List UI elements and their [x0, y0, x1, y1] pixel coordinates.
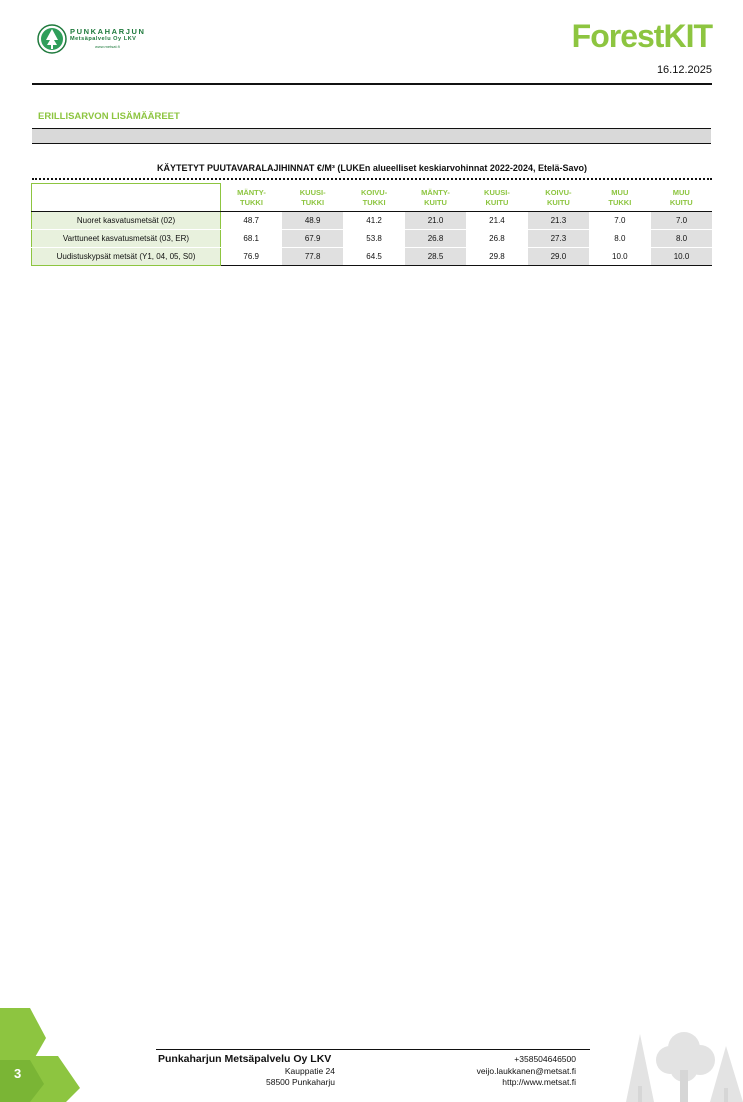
price-cell: 26.8	[405, 229, 466, 247]
price-cell: 7.0	[651, 211, 712, 229]
price-cell: 68.1	[221, 229, 282, 247]
column-header: KOIVU- KUITU	[528, 184, 589, 212]
price-cell: 10.0	[651, 247, 712, 265]
footer-postal: 58500 Punkaharju	[265, 1077, 335, 1087]
table-row	[32, 211, 713, 229]
table-row	[32, 229, 713, 247]
price-cell: 21.3	[528, 211, 589, 229]
table-row	[32, 247, 713, 265]
trees-illustration-icon	[622, 1026, 743, 1102]
price-cell: 53.8	[343, 229, 404, 247]
price-cell: 21.4	[466, 211, 527, 229]
column-header: MÄNTY- KUITU	[405, 184, 466, 212]
price-cell: 27.3	[528, 229, 589, 247]
price-cell: 10.0	[589, 247, 650, 265]
section-title: ERILLISARVON LISÄMÄÄREET	[38, 111, 180, 122]
footer-email[interactable]: veijo.laukkanen@metsat.fi	[476, 1066, 576, 1076]
row-label: Nuoret kasvatusmetsät (02)	[32, 211, 221, 229]
footer-company: Punkaharjun Metsäpalvelu Oy LKV	[158, 1053, 332, 1065]
price-cell: 48.7	[221, 211, 282, 229]
column-header: MÄNTY- TUKKI	[221, 184, 282, 212]
footer-phone: +358504646500	[514, 1054, 576, 1064]
table-header-row	[32, 184, 713, 212]
footer-divider	[156, 1049, 590, 1050]
logo-subtitle: Metsäpalvelu Oy LKV	[70, 36, 137, 42]
company-logo	[37, 24, 167, 56]
column-header: KUUSI- KUITU	[466, 184, 527, 212]
column-header: KOIVU- TUKKI	[343, 184, 404, 212]
price-cell: 29.0	[528, 247, 589, 265]
column-header: MUU KUITU	[651, 184, 712, 212]
footer-website[interactable]: http://www.metsat.fi	[502, 1077, 576, 1087]
price-cell: 7.0	[589, 211, 650, 229]
price-cell: 48.9	[282, 211, 343, 229]
price-cell: 41.2	[343, 211, 404, 229]
price-cell: 77.8	[282, 247, 343, 265]
section-bar	[32, 128, 711, 144]
row-label: Varttuneet kasvatusmetsät (03, ER)	[32, 229, 221, 247]
price-table	[31, 183, 712, 266]
price-cell: 8.0	[651, 229, 712, 247]
header-corner	[32, 184, 221, 212]
column-header: MUU TUKKI	[589, 184, 650, 212]
brand-logo: ForestKIT	[571, 18, 712, 54]
logo-url: www.metsat.fi	[95, 44, 120, 49]
report-date: 16.12.2025	[656, 64, 712, 76]
price-cell: 21.0	[405, 211, 466, 229]
table-title: KÄYTETYT PUUTAVARALAJIHINNAT €/M³ (LUKEn alueelliset keskiarvohinnat 2022-2024, Etelä-Savo)	[157, 163, 587, 173]
price-cell: 76.9	[221, 247, 282, 265]
footer-street: Kauppatie 24	[284, 1066, 335, 1076]
logo-name: PUNKAHARJUN	[70, 27, 146, 36]
price-cell: 64.5	[343, 247, 404, 265]
header-divider	[32, 83, 712, 85]
dotted-divider	[32, 178, 712, 180]
price-cell: 8.0	[589, 229, 650, 247]
price-cell: 26.8	[466, 229, 527, 247]
price-cell: 67.9	[282, 229, 343, 247]
row-label: Uudistuskypsät metsät (Y1, 04, 05, S0)	[32, 247, 221, 265]
column-header: KUUSI- TUKKI	[282, 184, 343, 212]
tree-globe-icon	[37, 24, 67, 54]
price-cell: 28.5	[405, 247, 466, 265]
price-cell: 29.8	[466, 247, 527, 265]
page-number: 3	[14, 1066, 22, 1081]
hexagon-decoration-icon	[0, 1008, 80, 1102]
